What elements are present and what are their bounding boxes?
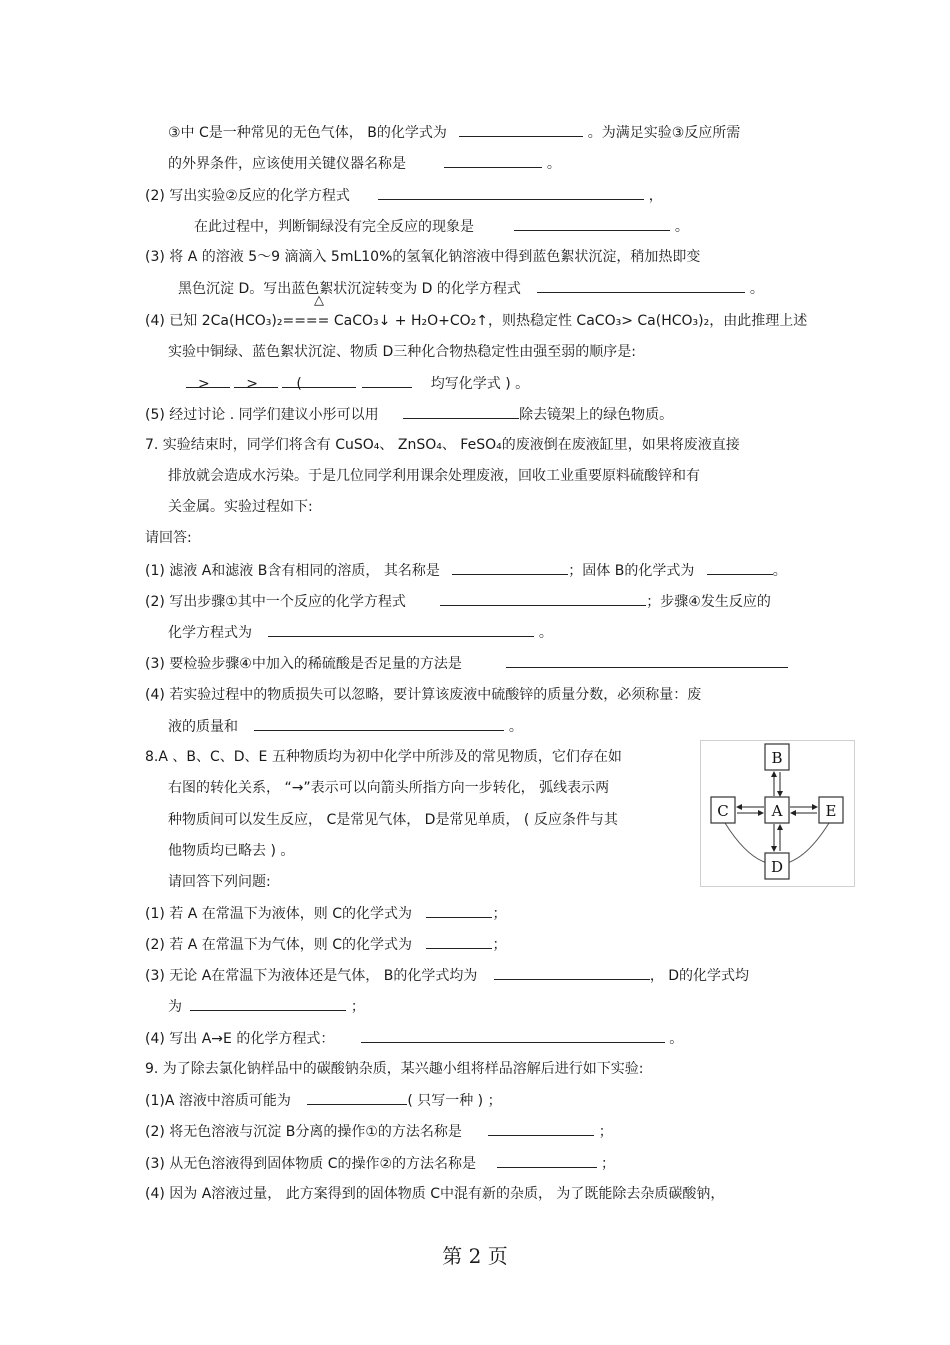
text: (1) 滤液 A和滤液 B含有相同的溶质， 其名称是	[145, 563, 440, 579]
q7-line-2	[168, 466, 700, 486]
q7-3-line	[145, 653, 788, 674]
text: (	[296, 376, 302, 392]
node-b-label: B	[771, 749, 783, 767]
answer-blank[interactable]	[426, 934, 492, 949]
text: ；固体 B的化学式为	[568, 563, 695, 579]
text: (2) 若 A 在常温下为气体，则 C的化学式为	[145, 937, 412, 953]
answer-blank[interactable]	[440, 591, 646, 606]
q7-line-1	[145, 435, 740, 455]
text: >	[246, 376, 258, 392]
answer-blank[interactable]	[488, 1121, 594, 1136]
text: 。	[749, 281, 764, 297]
text: 种物质间可以发生反应， C是常见气体， D是常见单质， ( 反应条件与其	[168, 812, 618, 828]
answer-blank[interactable]	[514, 216, 670, 231]
answer-blank[interactable]	[506, 653, 788, 668]
text: ；	[492, 937, 507, 953]
text: ；	[600, 1156, 615, 1172]
text: (2) 将无色溶液与沉淀 B分离的操作①的方法名称是	[145, 1124, 462, 1140]
conversion-diagram	[700, 740, 855, 887]
text: (3) 将 A 的溶液 5～9 滴滴入 5mL10%的氢氧化钠溶液中得到蓝色絮状沉淀，稍加热即变	[145, 249, 701, 265]
answer-blank[interactable]	[426, 903, 492, 918]
text: 的外界条件，应该使用关键仪器名称是	[168, 156, 406, 172]
answer-blank[interactable]	[378, 185, 644, 200]
q6-line-1	[168, 122, 740, 143]
q6-line-2	[168, 153, 561, 174]
q9-3-line	[145, 1153, 615, 1174]
text: 黑色沉淀 D。写出蓝色絮状沉淀转变为 D 的化学方程式	[178, 281, 521, 297]
text: 。	[508, 719, 523, 735]
text: ③中 C是一种常见的无色气体， B的化学式为	[168, 125, 447, 141]
q7-1-line	[145, 560, 787, 581]
text: (3) 从无色溶液得到固体物质 C的操作②的方法名称是	[145, 1156, 477, 1172]
q8-1-line	[145, 903, 506, 924]
answer-blank[interactable]	[707, 560, 773, 575]
q8-3-line	[145, 965, 749, 986]
text: △	[314, 293, 324, 308]
q6-2-line-b	[194, 216, 689, 237]
answer-blank[interactable]	[190, 996, 346, 1011]
q6-4-line	[145, 311, 807, 331]
text: (3) 无论 A在常温下为液体还是气体， B的化学式均为	[145, 968, 478, 984]
answer-blank[interactable]	[537, 278, 745, 293]
q7-prompt	[145, 528, 192, 548]
text: 除去镜架上的绿色物质。	[519, 407, 674, 423]
q7-4-line-b	[168, 716, 523, 737]
q6-2-line	[145, 185, 663, 206]
page-number: 第 2 页	[442, 1244, 508, 1268]
text: ；	[350, 999, 365, 1015]
text: 7. 实验结束时，同学们将含有 CuSO₄、 ZnSO₄、 FeSO₄的废液倒在废液缸里，如果将废液直接	[145, 437, 740, 453]
text: ， D的化学式均	[649, 968, 750, 984]
text: 。	[674, 219, 689, 235]
text: 。	[546, 156, 561, 172]
text: ；	[598, 1124, 613, 1140]
text: 液的质量和	[168, 719, 238, 735]
q8-3-line-b	[168, 996, 365, 1017]
q9-4-line	[145, 1184, 724, 1204]
answer-blank[interactable]	[497, 1153, 597, 1168]
answer-blank[interactable]	[282, 373, 356, 388]
text: 均写化学式 ) 。	[430, 376, 530, 392]
answer-blank[interactable]	[452, 560, 568, 575]
q6-4-order-line	[186, 373, 529, 394]
answer-blank[interactable]	[307, 1090, 407, 1105]
q9-2-line	[145, 1121, 613, 1142]
q6-3-line	[145, 247, 700, 267]
text: 他物质均已略去 ) 。	[168, 843, 295, 859]
q8-line-4	[168, 841, 294, 861]
text: (5) 经过讨论 . 同学们建议小彤可以用	[145, 407, 379, 423]
node-e-label: E	[825, 802, 837, 820]
text: (4) 已知 2Ca(HCO₃)₂==== CaCO₃↓ + H₂O+CO₂↑，则热稳定性 CaCO₃> Ca(HCO₃)₂，由此推理上述	[145, 313, 808, 329]
q8-line-1	[145, 747, 622, 767]
q7-2-line-b	[168, 622, 553, 643]
answer-blank[interactable]	[361, 1028, 665, 1043]
q7-line-3	[168, 497, 313, 517]
text: 。为满足实验③反应所需	[587, 125, 741, 141]
text: 实验中铜绿、蓝色絮状沉淀、物质 D三种化合物热稳定性由强至弱的顺序是:	[168, 344, 636, 360]
q6-5-line	[145, 404, 673, 425]
q7-2-line	[145, 591, 771, 612]
text: (1)A 溶液中溶质可能为	[145, 1093, 291, 1109]
q8-prompt	[168, 872, 271, 892]
answer-blank[interactable]	[254, 716, 504, 731]
conversion-diagram-svg	[701, 741, 854, 886]
text: 请回答:	[145, 530, 192, 546]
q9-line-1	[145, 1059, 644, 1079]
answer-blank[interactable]	[459, 122, 583, 137]
text: (4) 若实验过程中的物质损失可以忽略，要计算该废液中硫酸锌的质量分数，必须称量：废	[145, 687, 702, 703]
text: 关金属。实验过程如下:	[168, 499, 313, 515]
text: (1) 若 A 在常温下为液体，则 C的化学式为	[145, 906, 412, 922]
q6-4-line-b	[168, 342, 636, 362]
text: 。	[669, 1031, 684, 1047]
text: (4) 写出 A→E 的化学方程式：	[145, 1031, 335, 1047]
text: 。	[538, 625, 553, 641]
node-a-label: A	[771, 802, 783, 820]
text: 右图的转化关系， “→”表示可以向箭头所指方向一步转化， 弧线表示两	[168, 780, 610, 796]
heat-symbol	[314, 294, 324, 308]
answer-blank[interactable]	[403, 404, 519, 419]
text: (3) 要检验步骤④中加入的稀硫酸是否足量的方法是	[145, 656, 462, 672]
node-c-label: C	[717, 802, 729, 820]
text: ( 只写一种 ) ；	[407, 1093, 502, 1109]
text: 9. 为了除去氯化钠样品中的碳酸钠杂质，某兴趣小组将样品溶解后进行如下实验:	[145, 1061, 644, 1077]
text: (4) 因为 A溶液过量， 此方案得到的固体物质 C中混有新的杂质， 为了既能除去杂质碳酸钠，	[145, 1186, 725, 1202]
q8-4-line	[145, 1028, 683, 1049]
text: 排放就会造成水污染。于是几位同学利用课余处理废液，回收工业重要原料硫酸锌和有	[168, 468, 700, 484]
text: 请回答下列问题:	[168, 874, 271, 890]
q7-4-line	[145, 685, 701, 705]
q6-3-line-b	[178, 278, 764, 299]
q9-1-line	[145, 1090, 502, 1111]
text: 在此过程中，判断铜绿没有完全反应的现象是	[194, 219, 474, 235]
text: (2) 写出实验②反应的化学方程式	[145, 188, 350, 204]
answer-blank[interactable]	[444, 153, 542, 168]
answer-blank[interactable]	[494, 965, 650, 980]
answer-blank[interactable]	[362, 373, 412, 388]
text: (2) 写出步骤①其中一个反应的化学方程式	[145, 594, 406, 610]
text: >	[198, 376, 210, 392]
q8-2-line	[145, 934, 506, 955]
text: 8.A 、B、C、D、E 五种物质均为初中化学中所涉及的常见物质，它们存在如	[145, 749, 622, 765]
text: ；步骤④发生反应的	[646, 594, 771, 610]
text: 。	[772, 563, 787, 579]
q8-line-3	[168, 810, 618, 830]
q8-line-2	[168, 778, 609, 798]
text: 为	[168, 999, 182, 1015]
text: ，	[648, 188, 663, 204]
text: ；	[492, 906, 507, 922]
node-d-label: D	[770, 858, 784, 876]
text: 化学方程式为	[168, 625, 252, 641]
answer-blank[interactable]	[268, 622, 534, 637]
